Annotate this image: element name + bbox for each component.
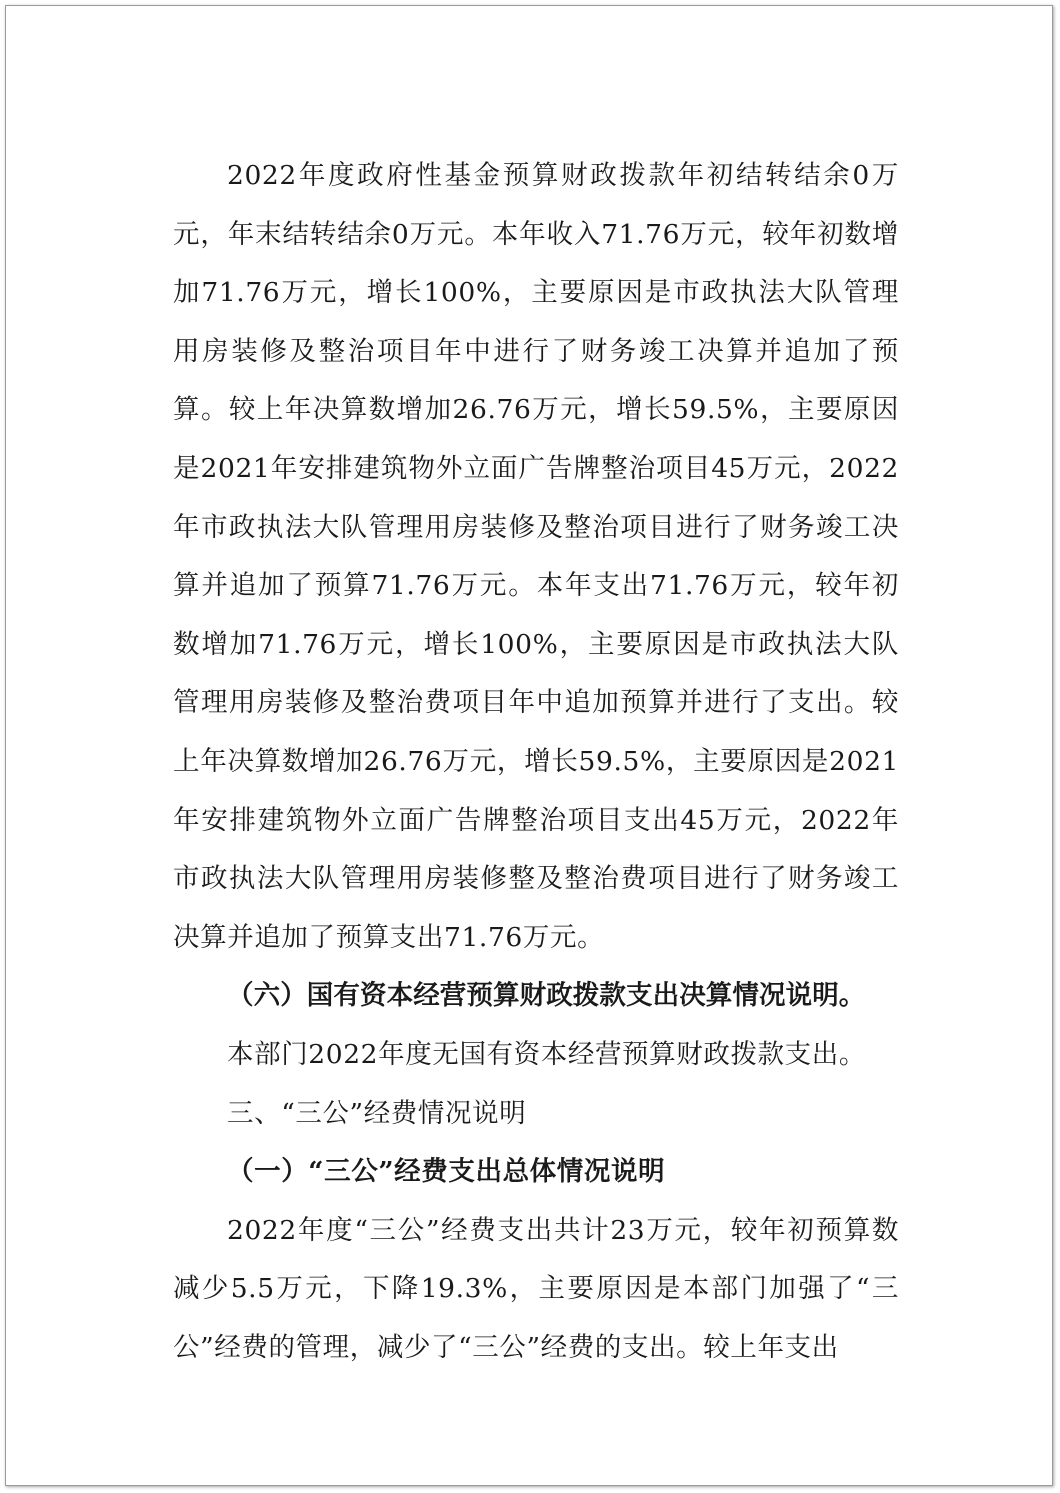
paragraph-state-capital-budget: 本部门2022年度无国有资本经营预算财政拨款支出。 — [227, 1038, 866, 1070]
heading-subsection-one: （一）“三公”经费支出总体情况说明 — [227, 1156, 666, 1188]
paragraph-three-public-expenses: 2022年度“三公”经费支出共计23万元，较年初预算数减少5.5万元，下降19.3%，主要原因是本部门加强了“三公”经费的管理，减少了“三公”经费的支出。较上年支出 — [173, 1214, 899, 1363]
heading-part-three: 三、“三公”经费情况说明 — [227, 1097, 527, 1129]
paragraph-government-fund-budget: 2022年度政府性基金预算财政拨款年初结转结余0万元，年末结转结余0万元。本年收入71.76万元，较年初数增加71.76万元，增长100%，主要原因是市政执法大队管理用房装修及整治项目年中进行了财务竣工决算并追加了预算。较上年决算数增加26.76万元，增长59.5%，主要原因是2021年安排建筑物外立面广告牌整治项目45万元，2022年市政执法大队管理用房装修及整治项目进行了财务竣工决算并追加了预算71.76万元。本年支出71.76万元，较年初数增加71.76万元，增长100%，主要原因是市政执法大队管理用房装修及整治费项目年中追加预算并进行了支出。较上年决算数增加26.76万元，增长59.5%，主要原因是2021年安排建筑物外立面广告牌整治项目支出45万元，2022年市政执法大队管理用房装修整及整治费项目进行了财务竣工决算并追加了预算支出71.76万元。 — [173, 160, 899, 953]
heading-section-six: （六）国有资本经营预算财政拨款支出决算情况说明。 — [227, 980, 866, 1012]
page-body — [173, 147, 899, 1377]
document-page — [5, 5, 1053, 1486]
